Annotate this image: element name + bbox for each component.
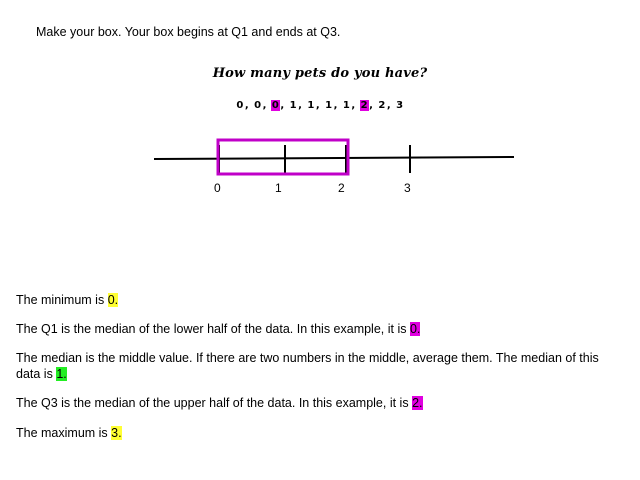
- tick-label-1: 1: [275, 181, 282, 195]
- q3-explanation: The Q3 is the median of the upper half of the data. In this example, it is 2.: [16, 396, 423, 410]
- data-values-line: 0, 0, 0, 1, 1, 1, 1, 2, 2, 3: [236, 100, 404, 111]
- tick-label-2: 2: [338, 181, 345, 195]
- minimum-value: 0: [107, 293, 115, 307]
- number-line: [154, 157, 514, 159]
- q1-explanation: The Q1 is the median of the lower half of the data. In this example, it is 0.: [16, 322, 421, 336]
- data-value-q3-highlight: 2: [360, 100, 369, 111]
- question-title: How many pets do you have?: [212, 66, 428, 81]
- tick-label-3: 3: [404, 181, 411, 195]
- tick-label-0: 0: [214, 181, 221, 195]
- q1-value: 0: [409, 322, 417, 336]
- instruction-text: Make your box. Your box begins at Q1 and ends at Q3.: [36, 25, 341, 39]
- median-value: 1: [56, 367, 64, 381]
- data-value: 0: [236, 100, 244, 111]
- median-explanation: The median is the middle value. If there are two numbers in the middle, average them. The median of this data is 1.: [16, 351, 599, 381]
- maximum-explanation: The maximum is 3.: [16, 426, 122, 440]
- box-q1-to-q3: [218, 140, 348, 174]
- data-value: 1: [289, 100, 298, 111]
- q3-value: 2: [412, 396, 420, 410]
- data-value: 0: [254, 100, 262, 111]
- data-value: 3: [396, 100, 404, 111]
- minimum-explanation: The minimum is 0.: [16, 293, 119, 307]
- data-value-q1-highlight: 0: [271, 100, 280, 111]
- data-value: 1: [307, 100, 315, 111]
- data-value: 1: [325, 100, 333, 111]
- data-value: 2: [378, 100, 386, 111]
- maximum-value: 3: [111, 426, 119, 440]
- data-value: 1: [342, 100, 351, 111]
